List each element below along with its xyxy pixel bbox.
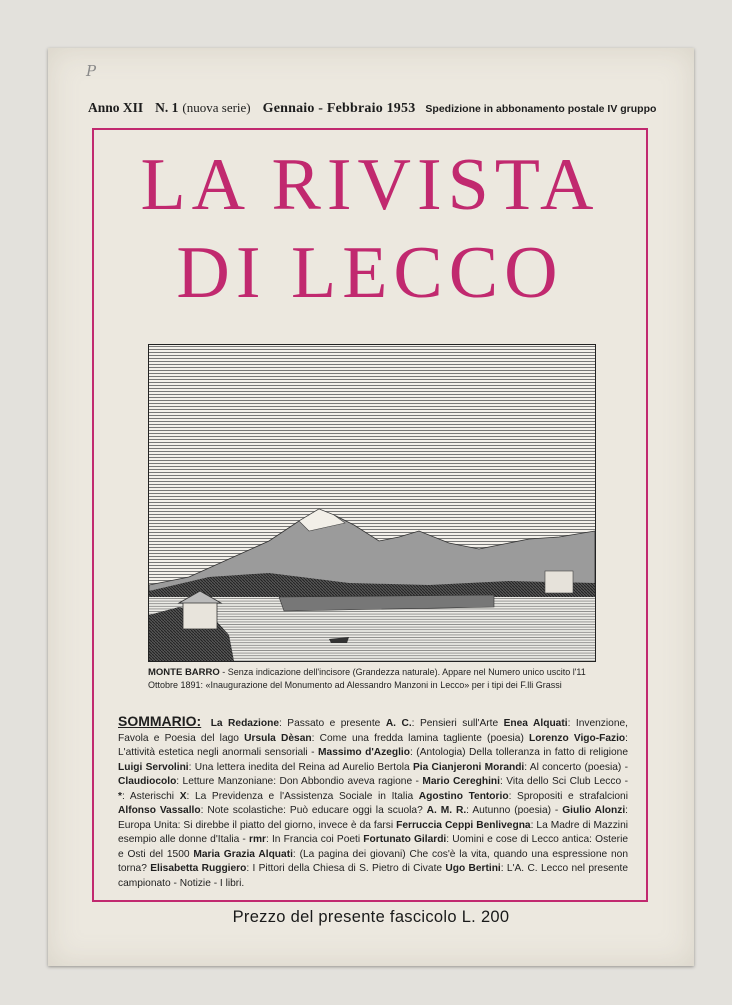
- toc-title: : (Antologia) Della tolleranza in fatto di religione: [410, 747, 629, 758]
- toc-author: Claudiocolo: [118, 776, 177, 787]
- postal-note: Spedizione in abbonamento postale IV gruppo: [425, 103, 657, 115]
- toc-author: Elisabetta Ruggiero: [150, 863, 247, 874]
- toc-author: *: [118, 790, 122, 802]
- toc-title: : Autunno (poesia) -: [466, 805, 563, 816]
- table-of-contents: [118, 714, 628, 891]
- issue-header: [88, 100, 658, 117]
- magazine-cover: [48, 48, 694, 966]
- toc-author: Alfonso Vassallo: [118, 805, 201, 816]
- toc-title: : Note scolastiche: Può educare oggi la scuola?: [200, 805, 427, 816]
- toc-author: Massimo d'Azeglio: [318, 747, 410, 758]
- toc-title: : Una lettera inedita del Reina ad Aurelio Bertola: [188, 761, 413, 773]
- toc-entry: [118, 805, 427, 816]
- toc-entry: [211, 718, 386, 729]
- toc-entry: [386, 718, 504, 729]
- issue-number: N. 1: [155, 100, 179, 115]
- toc-title: : Asterischi: [121, 790, 180, 802]
- caption-text: - Senza indicazione dell'incisore (Grandezza naturale). Appare nel Numero unico uscito l'11 Ottobre 1891: «Inaugurazione del Monumento ad Alessandro Manzoni in Lecco» per i tipi dei F.lli Grassi: [148, 667, 586, 690]
- toc-title: : I Pittori della Chiesa di S. Pietro di Civate: [246, 863, 446, 874]
- issue-year: Anno XII: [88, 100, 144, 115]
- toc-title: : Pensieri sull'Arte: [411, 718, 504, 729]
- monte-barro-engraving: [148, 344, 596, 662]
- toc-title: : La Madre di Mazzini esempio alle donne d'Italia -: [118, 819, 628, 845]
- toc-entry: [427, 805, 563, 816]
- toc-author: rmr: [248, 834, 266, 845]
- caption-title: MONTE BARRO: [148, 667, 220, 678]
- toc-title: : (La pagina dei giovani) Che cos'è la vita, quando una espressione non torna?: [118, 848, 628, 874]
- toc-author: A. C.: [385, 718, 412, 729]
- toc-title: : Al concerto (poesia) -: [524, 761, 628, 773]
- toc-entry: [419, 791, 628, 802]
- toc-title: : Europa Unita: Si direbbe il piatto del giorno, invece è da farsi: [118, 805, 629, 831]
- toc-author: Agostino Tentorio: [418, 790, 509, 802]
- toc-author: Mario Cereghini: [422, 776, 500, 787]
- toc-entry: [318, 747, 628, 758]
- toc-author: Ferruccia Ceppi Benlivegna: [396, 819, 531, 831]
- toc-title: : Uomini e cose di Lecco antica: Osterie e Osti del 1500: [118, 834, 628, 860]
- toc-author: Ugo Bertini: [445, 863, 501, 874]
- toc-author: A. M. R.: [426, 805, 467, 816]
- toc-entry: [150, 863, 445, 874]
- toc-title: : Spropositi e strafalcioni: [508, 790, 628, 802]
- toc-entry: [244, 733, 529, 744]
- toc-title: : Passato e presente: [279, 718, 386, 729]
- title-line-2: DI LECCO: [176, 232, 564, 314]
- toc-author: Maria Grazia Alquati: [193, 848, 293, 860]
- toc-entries: [118, 718, 628, 889]
- toc-title: : Vita dello Sci Club Lecco -: [499, 776, 628, 787]
- toc-entry: [118, 776, 422, 787]
- toc-entry: [413, 762, 628, 773]
- issue-date: Gennaio - Febbraio 1953: [262, 101, 416, 116]
- pencil-mark: P: [86, 62, 97, 80]
- toc-author: Ursula Dèsan: [244, 732, 312, 744]
- toc-author: Giulio Alonzi: [562, 805, 626, 816]
- toc-title: : Come una fredda lamina tagliente (poesia): [311, 732, 530, 744]
- toc-author: Fortunato Gilardi: [363, 834, 447, 845]
- toc-author: La Redazione: [210, 718, 279, 729]
- toc-author: X: [179, 790, 187, 802]
- title-line-1: LA RIVISTA: [140, 144, 600, 226]
- toc-author: Pia Cianjeroni Morandi: [412, 761, 525, 773]
- toc-title: : Letture Manzoniane: Don Abbondio aveva ragione -: [176, 776, 423, 787]
- toc-title: : L'attività estetica negli anormali sensoriali -: [118, 732, 628, 758]
- toc-entry: [118, 762, 413, 773]
- sommario-label: SOMMARIO:: [118, 713, 202, 729]
- toc-author: Luigi Servolini: [118, 761, 189, 773]
- toc-entry: [180, 791, 419, 802]
- toc-title: : L'A. C. Lecco nel presente campionato - Notizie - I libri.: [118, 863, 628, 889]
- chapel: [183, 601, 217, 629]
- toc-entry: [118, 791, 180, 802]
- building: [545, 571, 573, 593]
- toc-entry: [422, 776, 628, 787]
- issue-series: (nuova serie): [182, 100, 251, 115]
- engraving-caption: [148, 666, 594, 691]
- toc-author: Enea Alquati: [503, 718, 568, 729]
- toc-title: : La Previdenza e l'Assistenza Sociale in Italia: [186, 790, 419, 802]
- toc-title: : Invenzione, Favola e Poesia del lago: [118, 718, 628, 744]
- price-line: Prezzo del presente fascicolo L. 200: [232, 908, 510, 926]
- toc-title: : In Francia coi Poeti: [265, 834, 364, 845]
- toc-entry: [249, 834, 363, 845]
- toc-author: Lorenzo Vigo-Fazio: [529, 732, 626, 744]
